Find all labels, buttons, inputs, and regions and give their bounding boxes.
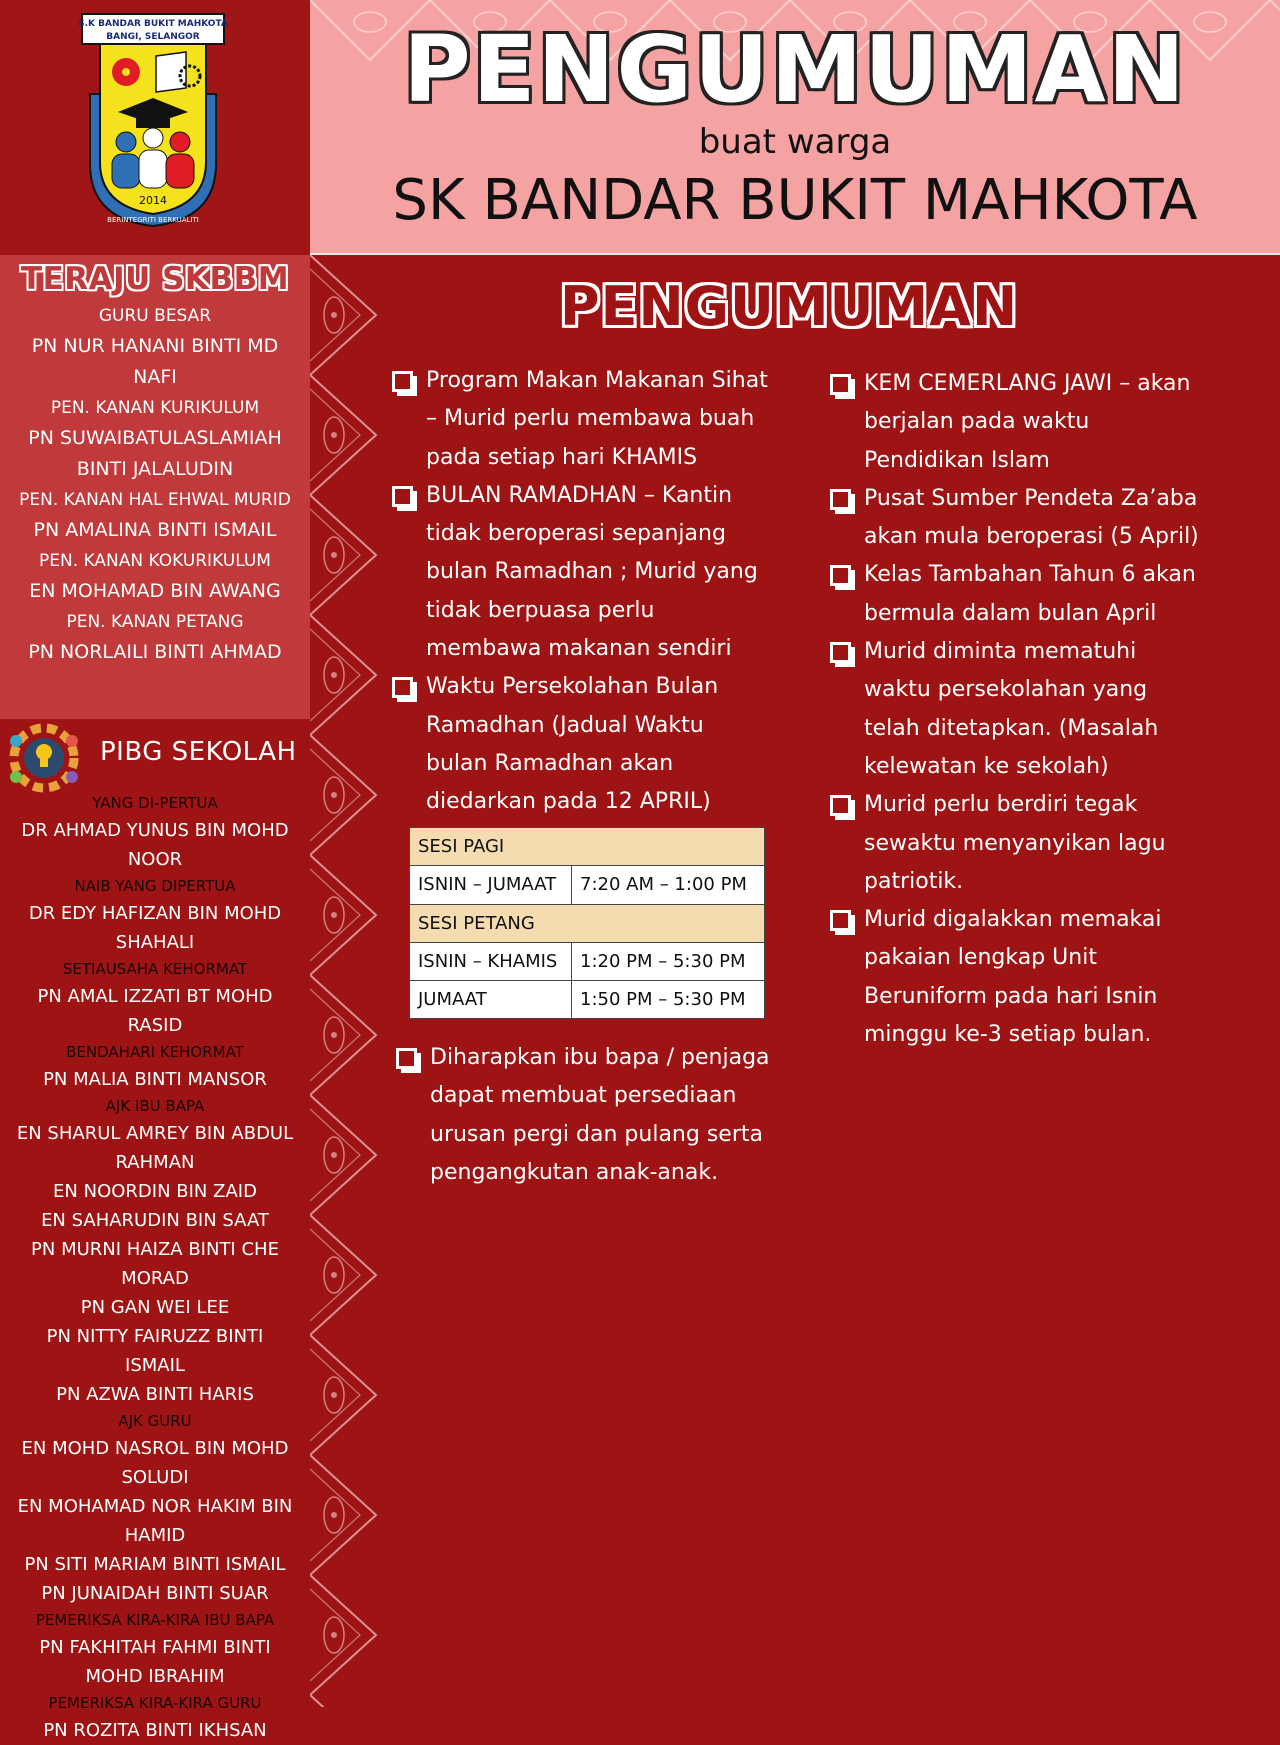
announcement-text: BULAN RAMADHAN – Kantin tidak beroperasi sepanjang bulan Ramadhan ; Murid yang tidak berpuasa perlu membawa makanan sendiri (426, 482, 758, 662)
announcement-text: Kelas Tambahan Tahun 6 akan bermula dalam bulan April (864, 562, 1196, 626)
pibg-name: DR AHMAD YUNUS BIN MOHD NOOR (21, 820, 289, 870)
checkbox-bullet-icon (830, 374, 851, 395)
teraju-title: TERAJU SKBBM (20, 261, 290, 297)
schedule-table (409, 827, 765, 1019)
teraju-role: PEN. KANAN HAL EHWAL MURID (19, 490, 291, 510)
pibg-name: PN ROZITA BINTI IKHSAN (43, 1720, 267, 1741)
teamwork-gears-icon (2, 721, 86, 795)
announcement-item (828, 365, 1208, 480)
pibg-name: PN FAKHITAH FAHMI BINTI MOHD IBRAHIM (39, 1637, 271, 1687)
teraju-role: PEN. KANAN KOKURIKULUM (39, 551, 271, 571)
pibg-role: SETIAUSAHA KEHORMAT (62, 960, 248, 978)
checkbox-bullet-icon (830, 795, 851, 816)
announcement-item (828, 901, 1208, 1054)
schedule-time: 7:20 AM – 1:00 PM (572, 866, 765, 904)
header-banner (310, 0, 1280, 255)
schedule-time: 1:20 PM – 5:30 PM (572, 942, 765, 980)
teraju-role: GURU BESAR (98, 306, 212, 326)
announcement-list-left (390, 362, 770, 822)
checkbox-bullet-icon (396, 1048, 417, 1069)
schedule-days: ISNIN – JUMAAT (410, 866, 572, 904)
checkbox-bullet-icon (392, 371, 413, 392)
announcement-item (828, 786, 1208, 901)
teraju-name: PN SUWAIBATULASLAMIAH BINTI JALALUDIN (28, 427, 282, 480)
pibg-panel (0, 719, 310, 1741)
announcement-text: Murid perlu berdiri tegak sewaktu menyanyikan lagu patriotik. (864, 792, 1166, 894)
announcement-text: Program Makan Makanan Sihat – Murid perlu membawa buah pada setiap hari KHAMIS (426, 368, 768, 470)
schedule-session-label: SESI PAGI (410, 828, 765, 866)
sidebar (0, 0, 310, 1741)
schedule-session-row (410, 828, 765, 866)
pibg-name: PN MALIA BINTI MANSOR (43, 1069, 267, 1090)
checkbox-bullet-icon (392, 677, 413, 698)
schedule-row (410, 942, 765, 980)
pibg-name: PN AZWA BINTI HARIS (56, 1384, 254, 1405)
logo-area (0, 0, 310, 255)
announcement-item (390, 668, 770, 821)
schedule-row (410, 981, 765, 1019)
pibg-role: YANG DI-PERTUA (92, 794, 218, 812)
pibg-name: EN NOORDIN BIN ZAID (53, 1181, 257, 1202)
teraju-role: PEN. KANAN PETANG (66, 612, 244, 632)
schedule-days: JUMAAT (410, 981, 572, 1019)
schedule-session-label: SESI PETANG (410, 904, 765, 942)
teraju-role: PEN. KANAN KURIKULUM (50, 398, 260, 418)
pibg-role: AJK IBU BAPA (105, 1097, 205, 1115)
pibg-name: PN JUNAIDAH BINTI SUAR (41, 1583, 269, 1604)
logo-line1: S.K BANDAR BUKIT MAHKOTA (78, 19, 228, 29)
announcement-text: Waktu Persekolahan Bulan Ramadhan (Jadual Waktu bulan Ramadhan akan diedarkan pada 12 APRIL) (426, 674, 719, 815)
pibg-name: EN MOHD NASROL BIN MOHD SOLUDI (21, 1438, 289, 1488)
pibg-name: DR EDY HAFIZAN BIN MOHD SHAHALI (28, 903, 282, 953)
announcement-text: Pusat Sumber Pendeta Za’aba akan mula beroperasi (5 April) (864, 485, 1199, 550)
logo-year: 2014 (139, 194, 167, 207)
pibg-role: PEMERIKSA KIRA-KIRA IBU BAPA (35, 1611, 275, 1629)
pibg-name: EN SAHARUDIN BIN SAAT (41, 1210, 269, 1231)
teraju-name: PN NUR HANANI BINTI MD NAFI (31, 335, 279, 388)
announcement-text: Murid digalakkan memakai pakaian lengkap Unit Beruniform pada hari Isnin minggu ke-3 setiap bulan. (864, 907, 1162, 1048)
pibg-name: PN MURNI HAIZA BINTI CHE MORAD (31, 1239, 279, 1289)
pibg-title: PIBG SEKOLAH (100, 737, 297, 767)
pibg-name: EN MOHAMAD NOR HAKIM BIN HAMID (17, 1496, 293, 1546)
announcement-list-right (828, 365, 1208, 1054)
pibg-role: NAIB YANG DIPERTUA (74, 877, 236, 895)
announcement-text: KEM CEMERLANG JAWI – akan berjalan pada waktu Pendidikan Islam (864, 371, 1191, 473)
school-name: SK BANDAR BUKIT MAHKOTA (392, 168, 1198, 233)
pibg-role: PEMERIKSA KIRA-KIRA GURU (48, 1694, 262, 1712)
checkbox-bullet-icon (830, 489, 851, 510)
teraju-panel (0, 255, 310, 719)
pibg-name: PN GAN WEI LEE (80, 1297, 230, 1318)
pibg-name: PN SITI MARIAM BINTI ISMAIL (24, 1554, 286, 1575)
teraju-name: EN MOHAMAD BIN AWANG (29, 580, 281, 602)
announcement-item (394, 1039, 774, 1192)
songket-pattern-stripe (310, 255, 382, 1707)
schedule-row (410, 866, 765, 904)
school-crest-icon (78, 14, 228, 234)
page-subtitle: buat warga (698, 122, 892, 162)
announcement-item (390, 362, 770, 477)
teraju-name: PN AMALINA BINTI ISMAIL (33, 519, 277, 541)
pibg-role: AJK GURU (118, 1412, 192, 1430)
pibg-name: EN SHARUL AMREY BIN ABDUL RAHMAN (16, 1123, 294, 1173)
announcement-item (390, 477, 770, 668)
checkbox-bullet-icon (830, 642, 851, 663)
pibg-role: BENDAHARI KEHORMAT (66, 1043, 244, 1061)
announcement-list-left-bottom (394, 1039, 774, 1192)
page-title: PENGUMUMAN (403, 16, 1187, 123)
schedule-days: ISNIN – KHAMIS (410, 942, 572, 980)
announcement-item (828, 633, 1208, 786)
announcement-text: Diharapkan ibu bapa / penjaga dapat membuat persediaan urusan pergi dan pulang serta pengangkutan anak-anak. (430, 1045, 770, 1185)
checkbox-bullet-icon (392, 486, 413, 507)
pibg-name: PN AMAL IZZATI BT MOHD RASID (37, 986, 273, 1036)
checkbox-bullet-icon (830, 910, 851, 931)
checkbox-bullet-icon (830, 565, 851, 586)
announcement-item (828, 556, 1208, 633)
teraju-name: PN NORLAILI BINTI AHMAD (28, 641, 282, 663)
pibg-list (0, 791, 310, 1745)
teraju-list (0, 301, 310, 668)
schedule-session-row (410, 904, 765, 942)
schedule-time: 1:50 PM – 5:30 PM (572, 981, 765, 1019)
announcement-text: Murid diminta mematuhi waktu persekolahan yang telah ditetapkan. (Masalah kelewatan ke sekolah) (864, 639, 1159, 779)
announcement-item (828, 480, 1208, 557)
logo-line2: BANGI, SELANGOR (106, 32, 200, 42)
logo-motto: BERINTEGRITI BERKUALITI (107, 216, 199, 224)
section-title: PENGUMUMAN (560, 275, 1019, 338)
pibg-name: PN NITTY FAIRUZZ BINTI ISMAIL (46, 1326, 264, 1376)
